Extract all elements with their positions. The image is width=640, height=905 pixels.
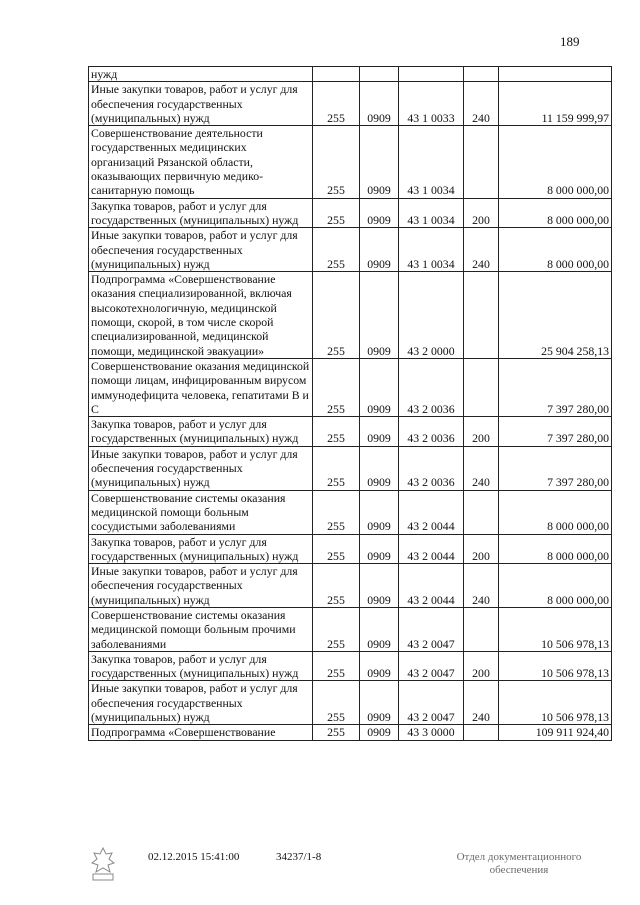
row-name: Подпрограмма «Совершенствование оказания специализированной, включая высокотехнологичную, медицинской помощи, скорой, в том числе скорой специализированной, медицинской помощи, медицинской эвакуации»	[89, 272, 313, 359]
row-section: 0909	[360, 564, 399, 608]
row-sum: 7 397 280,00	[499, 358, 612, 416]
row-code: 255	[313, 126, 360, 198]
row-article: 43 1 0034	[399, 126, 464, 198]
row-type: 240	[464, 564, 499, 608]
row-name: Закупка товаров, работ и услуг для государственных (муниципальных) нужд	[89, 198, 313, 228]
table-row	[89, 82, 612, 126]
row-section: 0909	[360, 446, 399, 490]
row-section: 0909	[360, 490, 399, 534]
row-section: 0909	[360, 534, 399, 564]
row-article: 43 2 0000	[399, 272, 464, 359]
row-section: 0909	[360, 725, 399, 740]
row-sum: 8 000 000,00	[499, 534, 612, 564]
table-row	[89, 67, 612, 82]
row-section: 0909	[360, 417, 399, 447]
row-code	[313, 67, 360, 82]
row-type	[464, 358, 499, 416]
table-row	[89, 651, 612, 681]
row-name: Совершенствование системы оказания медицинской помощи больным прочими заболеваниями	[89, 607, 313, 651]
row-article: 43 2 0036	[399, 417, 464, 447]
row-type	[464, 490, 499, 534]
table-row	[89, 126, 612, 198]
row-sum: 25 904 258,13	[499, 272, 612, 359]
row-type: 240	[464, 446, 499, 490]
row-name: Иные закупки товаров, работ и услуг для обеспечения государственных (муниципальных) нужд	[89, 564, 313, 608]
row-article: 43 2 0047	[399, 681, 464, 725]
row-sum	[499, 67, 612, 82]
row-code: 255	[313, 417, 360, 447]
row-sum: 7 397 280,00	[499, 446, 612, 490]
row-type	[464, 607, 499, 651]
table-row	[89, 272, 612, 359]
table-row	[89, 228, 612, 272]
row-sum: 8 000 000,00	[499, 490, 612, 534]
row-section: 0909	[360, 651, 399, 681]
table-row	[89, 725, 612, 740]
row-article: 43 2 0036	[399, 446, 464, 490]
row-sum: 10 506 978,13	[499, 607, 612, 651]
table-row	[89, 198, 612, 228]
footer-doc-number: 34237/1-8	[276, 851, 322, 863]
row-name: Закупка товаров, работ и услуг для государственных (муниципальных) нужд	[89, 534, 313, 564]
page-number: 189	[560, 34, 580, 49]
row-section: 0909	[360, 358, 399, 416]
row-article: 43 1 0034	[399, 228, 464, 272]
row-sum: 8 000 000,00	[499, 198, 612, 228]
row-type: 200	[464, 198, 499, 228]
row-name: Иные закупки товаров, работ и услуг для обеспечения государственных (муниципальных) нужд	[89, 681, 313, 725]
row-type	[464, 725, 499, 740]
row-section: 0909	[360, 198, 399, 228]
row-name: Совершенствование деятельности государственных медицинских организаций Рязанской области, оказывающих первичную медико-санитарную помощь	[89, 126, 313, 198]
row-type: 200	[464, 534, 499, 564]
row-code: 255	[313, 446, 360, 490]
row-article: 43 2 0044	[399, 490, 464, 534]
row-code: 255	[313, 534, 360, 564]
table-row	[89, 681, 612, 725]
row-code: 255	[313, 725, 360, 740]
row-sum: 109 911 924,40	[499, 725, 612, 740]
row-name: Совершенствование системы оказания медицинской помощи больным сосудистыми заболеваниями	[89, 490, 313, 534]
row-section	[360, 67, 399, 82]
row-sum: 10 506 978,13	[499, 651, 612, 681]
row-code: 255	[313, 272, 360, 359]
table-row	[89, 446, 612, 490]
row-code: 255	[313, 607, 360, 651]
row-type	[464, 67, 499, 82]
row-sum: 8 000 000,00	[499, 228, 612, 272]
row-section: 0909	[360, 272, 399, 359]
row-name: Подпрограмма «Совершенствование	[89, 725, 313, 740]
row-article: 43 2 0047	[399, 651, 464, 681]
row-sum: 10 506 978,13	[499, 681, 612, 725]
row-type: 240	[464, 82, 499, 126]
row-code: 255	[313, 651, 360, 681]
row-sum: 8 000 000,00	[499, 564, 612, 608]
row-section: 0909	[360, 126, 399, 198]
footer-department-stamp: Отдел документационного обеспечения	[456, 851, 582, 876]
row-type: 200	[464, 417, 499, 447]
table-row	[89, 490, 612, 534]
row-sum: 7 397 280,00	[499, 417, 612, 447]
row-section: 0909	[360, 607, 399, 651]
row-code: 255	[313, 564, 360, 608]
row-section: 0909	[360, 82, 399, 126]
footer-datetime: 02.12.2015 15:41:00	[148, 851, 240, 863]
row-article: 43 2 0047	[399, 607, 464, 651]
row-name: Совершенствование оказания медицинской помощи лицам, инфицированным вирусом иммунодефицита человека, гепатитами В и С	[89, 358, 313, 416]
table-row	[89, 417, 612, 447]
row-name: Закупка товаров, работ и услуг для государственных (муниципальных) нужд	[89, 417, 313, 447]
table-row	[89, 564, 612, 608]
coat-of-arms-icon	[88, 844, 118, 884]
row-name: Иные закупки товаров, работ и услуг для обеспечения государственных (муниципальных) нужд	[89, 228, 313, 272]
row-sum: 11 159 999,97	[499, 82, 612, 126]
row-sum: 8 000 000,00	[499, 126, 612, 198]
row-article: 43 1 0034	[399, 198, 464, 228]
row-name: Иные закупки товаров, работ и услуг для обеспечения государственных (муниципальных) нужд	[89, 82, 313, 126]
table-row	[89, 358, 612, 416]
row-code: 255	[313, 358, 360, 416]
row-article: 43 1 0033	[399, 82, 464, 126]
budget-table	[88, 66, 612, 741]
row-type	[464, 272, 499, 359]
row-type: 240	[464, 681, 499, 725]
row-code: 255	[313, 228, 360, 272]
row-article: 43 2 0044	[399, 534, 464, 564]
row-code: 255	[313, 681, 360, 725]
row-article: 43 3 0000	[399, 725, 464, 740]
row-type	[464, 126, 499, 198]
row-article: 43 2 0036	[399, 358, 464, 416]
row-section: 0909	[360, 228, 399, 272]
row-name: Закупка товаров, работ и услуг для государственных (муниципальных) нужд	[89, 651, 313, 681]
row-article: 43 2 0044	[399, 564, 464, 608]
row-code: 255	[313, 198, 360, 228]
row-code: 255	[313, 82, 360, 126]
row-type: 200	[464, 651, 499, 681]
row-section: 0909	[360, 681, 399, 725]
row-type: 240	[464, 228, 499, 272]
table-row	[89, 534, 612, 564]
row-article	[399, 67, 464, 82]
row-code: 255	[313, 490, 360, 534]
row-name: Иные закупки товаров, работ и услуг для обеспечения государственных (муниципальных) нужд	[89, 446, 313, 490]
table-row	[89, 607, 612, 651]
row-name: нужд	[89, 67, 313, 82]
